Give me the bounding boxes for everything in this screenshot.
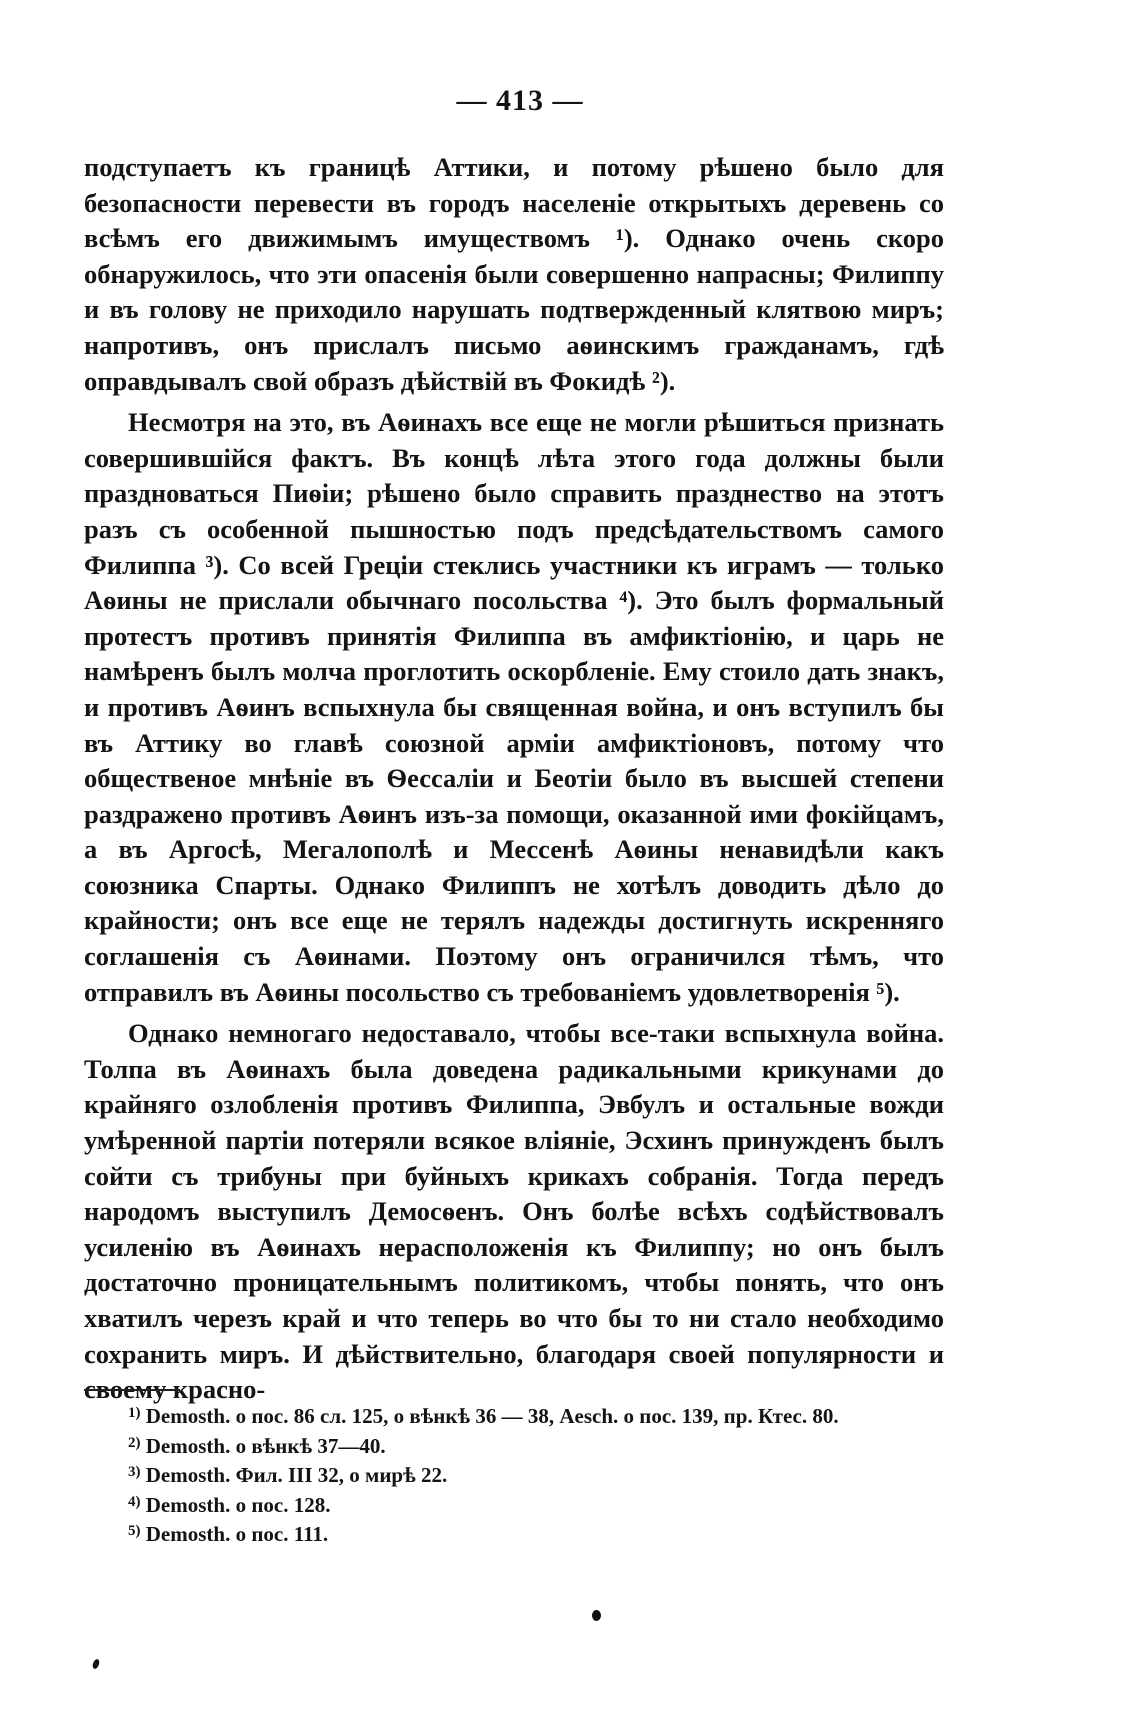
footnote-number: 2) bbox=[128, 1434, 141, 1451]
footnote-number: 3) bbox=[128, 1464, 141, 1480]
footnote-1 bbox=[84, 1402, 944, 1432]
paragraph-3: Однако немногаго недоставало, чтобы все-таки вспыхнула война. Толпа въ Аѳинахъ была доведена радикальными крикунами до крайняго озлобленія противъ Филиппа, Эвбулъ и остальные вожди умѣренной партіи потеряли всякое вліяніе, Эсхинъ принужденъ былъ сойти съ трибуны при буйныхъ крикахъ собранія. Тогда передъ народомъ выступилъ Демосѳенъ. Онъ болѣе всѣхъ содѣйствовалъ усиленію въ Аѳинахъ нерасположенія къ Филиппу; но онъ былъ достаточно проницательнымъ политикомъ, чтобы понять, что онъ хватилъ черезъ край и что теперь во что бы то ни стало необходимо сохранить миръ. И дѣйствительно, благодаря своей популярности и своему красно- bbox=[84, 1018, 944, 1405]
footnote-4 bbox=[84, 1491, 944, 1521]
footnote-5 bbox=[84, 1520, 944, 1550]
ink-spot bbox=[592, 1610, 601, 1621]
page-number: — 413 — bbox=[456, 84, 584, 117]
footnote-number: 5) bbox=[128, 1523, 141, 1539]
main-text bbox=[84, 150, 944, 1408]
footnote-number: 4) bbox=[128, 1493, 141, 1510]
paragraph-2: Несмотря на это, въ Аѳинахъ все еще не могли рѣшиться признать совершившійся фактъ. Въ концѣ лѣта этого года должны были праздноваться Пиѳіи; рѣшено было справить празднество на этотъ разъ съ особенной пышностью подъ предсѣдательствомъ самого Филиппа ³). Со всей Греціи стеклись участники къ играмъ — только Аѳины не прислали обычнаго посольства ⁴). Это былъ формальный протестъ противъ принятія Филиппа въ амфиктіонію, и царь не намѣренъ былъ молча проглотить оскорбленіе. Ему стоило дать знакъ, и противъ Аѳинъ вспыхнула бы священная война, и онъ вступилъ бы въ Аттику во главѣ союзной арміи амфиктіоновъ, потому что общественое мнѣніе въ Ѳессаліи и Беотіи было въ высшей степени раздражено противъ Аѳинъ изъ-за помощи, оказанной ими фокійцамъ, а въ Аргосѣ, Мегалополѣ и Мессенѣ Аѳины ненавидѣли какъ союзника Спарты. Однако Филиппъ не хотѣлъ доводить дѣло до крайности; онъ все еще не терялъ надежды достигнуть искренняго соглашенія съ Аѳинами. Поэтому онъ ограничился тѣмъ, что отправилъ въ Аѳины посольство съ требованіемъ удовлетворенія ⁵). bbox=[84, 407, 944, 1007]
footnote-2 bbox=[84, 1432, 944, 1462]
ink-spot bbox=[91, 1658, 100, 1669]
footnote-text: Demosth. о вѣнкѣ 37—40. bbox=[145, 1433, 386, 1458]
paragraph-1: подступаетъ къ границѣ Аттики, и потому рѣшено было для безопасности перевести въ городъ населеніе открытыхъ деревень со всѣмъ его движимымъ имуществомъ ¹). Однако очень скоро обнаружилось, что эти опасенія были совершенно напрасны; Филиппу и въ голову не приходило нарушать подтвержденный клятвою миръ; напротивъ, онъ прислалъ письмо аѳинскимъ гражданамъ, гдѣ оправдывалъ свой образъ дѣйствій въ Фокидѣ ²). bbox=[84, 152, 944, 396]
footnote-text: Demosth. о пос. 86 сл. 125, о вѣнкѣ 36 — 38, Aesch. о пос. 139, пр. Ктес. 80. bbox=[145, 1404, 839, 1428]
footnote-text: Demosth. Фил. III 32, о мирѣ 22. bbox=[145, 1463, 448, 1487]
footnote-3 bbox=[84, 1461, 944, 1491]
footnote-number: 1) bbox=[128, 1405, 141, 1421]
footnote-text: Demosth. о пос. 128. bbox=[145, 1492, 331, 1517]
footnote-separator bbox=[84, 1389, 180, 1391]
footnote-text: Demosth. о пос. 111. bbox=[145, 1522, 329, 1546]
footnotes bbox=[84, 1402, 944, 1550]
